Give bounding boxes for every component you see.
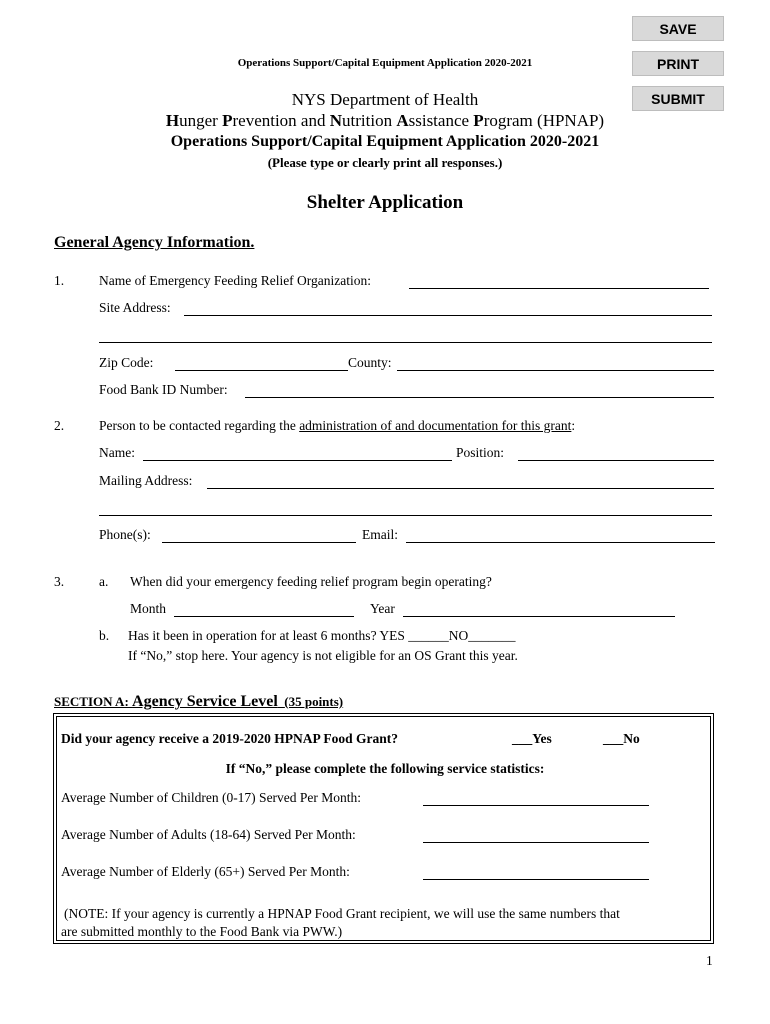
position-label: Position:: [456, 445, 505, 460]
q3-number: 3.: [54, 574, 65, 589]
year-label: Year: [370, 601, 395, 616]
grant-question: Did your agency receive a 2019-2020 HPNAP Food Grant?: [61, 731, 398, 746]
section-a-main: Agency Service Level: [132, 693, 278, 710]
zip-code-field[interactable]: [175, 370, 348, 371]
page-number: 1: [706, 953, 713, 968]
program-initial-p: P: [222, 111, 233, 130]
contact-question-suffix: :: [571, 418, 576, 433]
adults-label: Average Number of Adults (18-64) Served Per Month:: [61, 827, 356, 842]
food-bank-id-field[interactable]: [245, 397, 714, 398]
program-name: [0, 111, 770, 131]
contact-question: [99, 418, 575, 434]
phone-field[interactable]: [162, 542, 356, 543]
program-word-3: utrition: [342, 111, 397, 130]
section-a-points: (35 points): [284, 694, 344, 709]
month-field[interactable]: [174, 616, 354, 617]
general-heading: General Agency Information.: [54, 234, 255, 251]
running-title: Operations Support/Capital Equipment Application 2020-2021: [237, 57, 533, 69]
site-address-field-2[interactable]: [99, 342, 712, 343]
program-word-5: rogram (HPNAP): [483, 111, 605, 130]
q2-number: 2.: [54, 418, 65, 433]
section-a-prefix: SECTION A:: [54, 694, 133, 709]
phone-label: Phone(s):: [99, 527, 151, 542]
position-field[interactable]: [518, 460, 714, 461]
elderly-label: Average Number of Elderly (65+) Served Per Month:: [61, 864, 350, 879]
submit-button[interactable]: SUBMIT: [632, 86, 724, 111]
grant-yes-option[interactable]: ___Yes: [512, 731, 552, 746]
save-button[interactable]: SAVE: [632, 16, 724, 41]
site-address-label: Site Address:: [99, 300, 171, 315]
county-field[interactable]: [397, 370, 714, 371]
grant-no-option[interactable]: ___No: [603, 731, 640, 746]
mailing-address-field-2[interactable]: [99, 515, 712, 516]
department-name: NYS Department of Health: [291, 90, 479, 109]
application-title: Operations Support/Capital Equipment Application 2020-2021: [170, 133, 600, 150]
elderly-field[interactable]: [423, 879, 649, 880]
mailing-address-field[interactable]: [207, 488, 714, 489]
contact-question-prefix: Person to be contacted regarding the: [99, 418, 300, 433]
form-title: Shelter Application: [306, 192, 464, 213]
note-line-2: are submitted monthly to the Food Bank via PWW.): [61, 924, 343, 939]
instructions: (Please type or clearly print all responses.): [267, 155, 503, 170]
q1-number: 1.: [54, 273, 65, 288]
month-label: Month: [130, 601, 167, 616]
year-field[interactable]: [403, 616, 675, 617]
q3b-letter: b.: [99, 628, 110, 643]
q3b-question: Has it been in operation for at least 6 months? YES ______NO_______: [128, 628, 516, 643]
children-field[interactable]: [423, 805, 649, 806]
email-field[interactable]: [406, 542, 715, 543]
site-address-field[interactable]: [184, 315, 712, 316]
print-button[interactable]: PRINT: [632, 51, 724, 76]
contact-question-underlined: administration of and documentation for this grant: [299, 418, 572, 433]
food-bank-id-label: Food Bank ID Number:: [99, 382, 228, 397]
mailing-address-label: Mailing Address:: [99, 473, 193, 488]
contact-name-label: Name:: [99, 445, 135, 460]
program-initial-p2: P: [473, 111, 484, 130]
program-initial-n: N: [329, 111, 343, 130]
q3b-note: If “No,” stop here. Your agency is not eligible for an OS Grant this year.: [128, 648, 518, 663]
program-initial-a: A: [396, 111, 409, 130]
adults-field[interactable]: [423, 842, 649, 843]
program-initial-h: H: [165, 111, 180, 130]
contact-name-field[interactable]: [143, 460, 452, 461]
q3a-question: When did your emergency feeding relief program begin operating?: [130, 574, 492, 589]
program-word-4: ssistance: [408, 111, 474, 130]
program-word-2: revention and: [232, 111, 330, 130]
children-label: Average Number of Children (0-17) Served Per Month:: [61, 790, 362, 805]
org-name-label: Name of Emergency Feeding Relief Organization:: [99, 273, 372, 288]
if-no-instruction: If “No,” please complete the following service statistics:: [225, 761, 545, 776]
email-label: Email:: [362, 527, 398, 542]
county-label: County:: [348, 355, 392, 370]
section-a-heading: [54, 693, 343, 711]
q3a-letter: a.: [99, 574, 109, 589]
note-line-1: (NOTE: If your agency is currently a HPNAP Food Grant recipient, we will use the same numbers that: [64, 906, 620, 921]
program-word-1: unger: [179, 111, 223, 130]
org-name-field[interactable]: [409, 288, 709, 289]
zip-code-label: Zip Code:: [99, 355, 154, 370]
